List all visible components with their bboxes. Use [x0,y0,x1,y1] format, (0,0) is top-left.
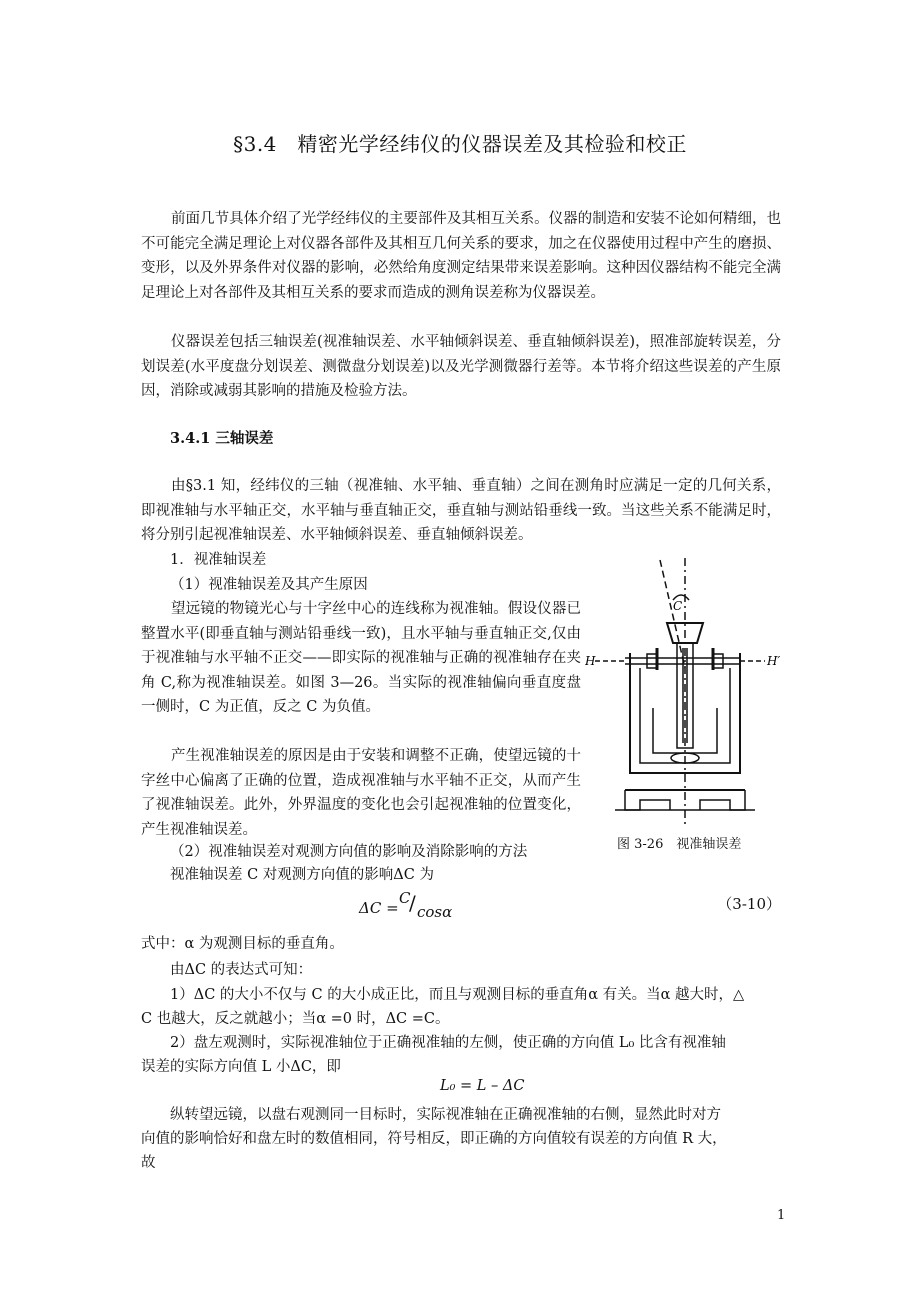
equation-number: （3-10） [717,895,781,913]
equation-l0: L₀ = L – ΔC [440,1078,525,1094]
section-heading-3-4-1: 3.4.1 三轴误差 [170,430,274,447]
figure-label-h: H [585,654,596,668]
intro-paragraph-2: 仪器误差包括三轴误差(视准轴误差、水平轴倾斜误差、垂直轴倾斜误差)，照准部旋转误差，分划误差(水平度盘分划误差、测微盘分划误差)以及光学测微器行差等。本节将介绍这些误差的产生原因，消除或减弱其影响的措施及检验方法。 [141,334,781,399]
figure-collimation-error [585,558,795,828]
intro-paragraph-1: 前面几节具体介绍了光学经纬仪的主要部件及其相互关系。仪器的制造和安装不论如何精细，也不可能完全满足理论上对仪器各部件及其相互几何关系的要求，加之在仪器使用过程中产生的磨损、变形，以及外界条件对仪器的影响，必然给角度测定结果带来误差影响。这种因仪器结构不能完全满足理论上对各部件及其相互关系的要求而造成的测角误差称为仪器误差。 [141,211,781,301]
definition-paragraph: 望远镜的物镜光心与十字丝中心的连线称为视准轴。假设仪器已整置水平(即垂直轴与测站铅垂线一致)，且水平轴与垂直轴正交,仅由于视准轴与水平轴不正交——即实际的视准轴与正确的视准轴存在夹角 C,称为视准轴误差。如图 3—26。当实际的视准轴偏向垂直度盘一侧时，C 为正值，反之 C 为负值。 [141,601,581,715]
point-1-line-b: C 也越大，反之就越小；当α =0 时，ΔC =C。 [141,1011,450,1027]
collimation-error-diagram [585,558,795,828]
actual-collimation-axis [660,560,685,668]
figure-label-h-prime: H′ [767,654,781,668]
where-line: 式中：α 为观测目标的垂直角。 [141,936,344,952]
figure-caption: 图 3-26 视准轴误差 [617,837,742,852]
item-heading-1-1: （1）视准轴误差及其产生原因 [170,577,368,593]
equation-denominator: cosα [417,903,453,921]
equation-lhs: ΔC = [359,899,399,917]
page-number: 1 [777,1208,786,1223]
figure-label-c: C [673,599,683,613]
equation-3-10 [141,889,781,923]
last-paragraph-line-c: 故 [141,1155,156,1171]
point-2-line-a: 2）盘左观测时，实际视准轴位于正确视准轴的左侧，使正确的方向值 L₀ 比含有视准轴 [170,1035,726,1051]
item-heading-1: 1．视准轴误差 [170,552,267,568]
last-paragraph-line-a: 纵转望远镜，以盘右观测同一目标时，实际视准轴在正确视准轴的右侧，显然此时对方 [170,1107,721,1123]
fraction-slash: / [409,891,416,915]
axes-paragraph: 由§3.1 知，经纬仪的三轴（视准轴、水平轴、垂直轴）之间在测角时应满足一定的几何关系，即视准轴与水平轴正交，水平轴与垂直轴正交，垂直轴与测站铅垂线一致。当这些关系不能满足时，将分别引起视准轴误差、水平轴倾斜误差、垂直轴倾斜误差。 [141,478,781,543]
effect-line: 视准轴误差 C 对观测方向值的影响ΔC 为 [170,867,434,883]
point-1-line-a: 1）ΔC 的大小不仅与 C 的大小成正比，而且与观测目标的垂直角α 有关。当α 越大时，△ [170,987,745,1003]
item-heading-1-2: （2）视准轴误差对观测方向值的影响及消除影响的方法 [170,844,528,860]
from-expression-line: 由ΔC 的表达式可知： [170,962,313,978]
cause-paragraph: 产生视准轴误差的原因是由于安装和调整不正确，使望远镜的十字丝中心偏离了正确的位置，造成视准轴与水平轴不正交，从而产生了视准轴误差。此外，外界温度的变化也会引起视准轴的位置变化，产生视准轴误差。 [141,748,581,838]
equation-numerator: C [399,889,411,907]
page-title: §3.4 精密光学经纬仪的仪器误差及其检验和校正 [233,132,687,156]
point-2-line-b: 误差的实际方向值 L 小ΔC，即 [141,1059,341,1075]
last-paragraph-line-b: 向值的影响恰好和盘左时的数值相同，符号相反，即正确的方向值较有误差的方向值 R 大， [141,1131,727,1147]
